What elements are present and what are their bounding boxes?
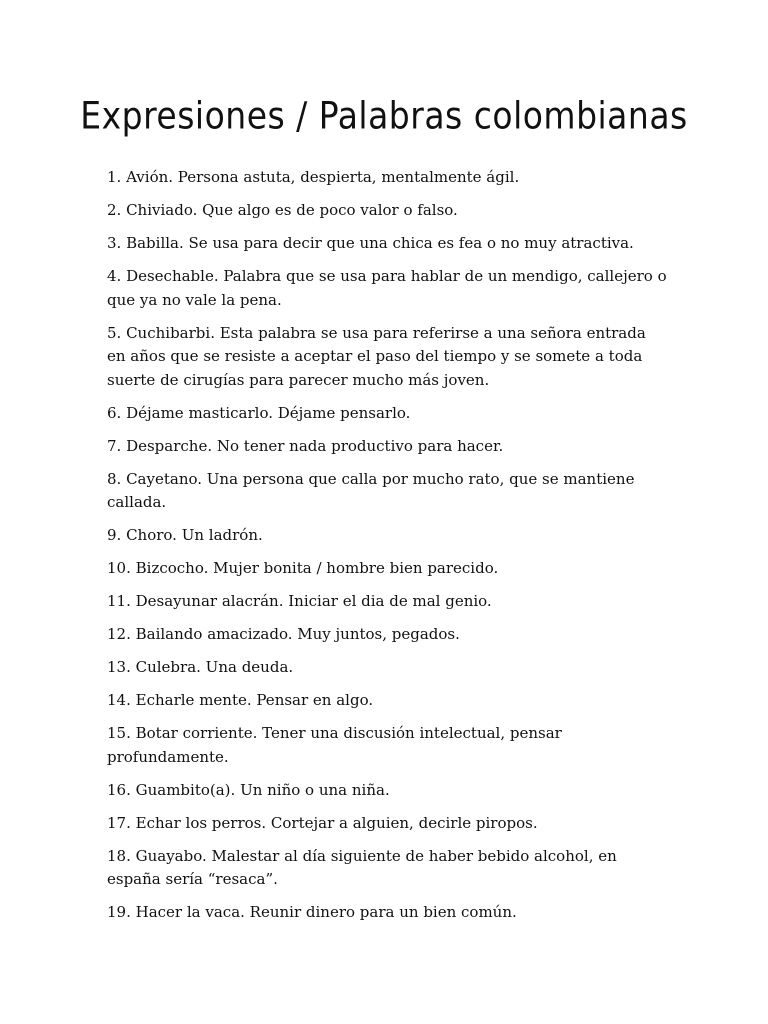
list-item: 6. Déjame masticarlo. Déjame pensarlo. <box>107 403 411 422</box>
list-item: 15. Botar corriente. Tener una discusión intelectual, pensar profundamente. <box>107 724 562 766</box>
list-item: 2. Chiviado. Que algo es de poco valor o falso. <box>107 201 458 219</box>
list-item: 7. Desparche. No tener nada productivo para hacer. <box>107 436 504 455</box>
list-item: 5. Cuchibarbi. Esta palabra se usa para referirse a una señora entrada en años que se resiste a aceptar el paso del tiempo y se somete a toda suerte de cirugías para parecer mucho más joven. <box>107 323 646 389</box>
page-title: Expresiones / Palabras colombianas <box>80 94 688 138</box>
list-item: 1. Avión. Persona astuta, despierta, mentalmente ágil. <box>107 168 520 186</box>
list-item: 3. Babilla. Se usa para decir que una chica es fea o no muy atractiva. <box>107 234 634 252</box>
list-item: 17. Echar los perros. Cortejar a alguien, decirle piropos. <box>107 813 538 832</box>
list-item: 14. Echarle mente. Pensar en algo. <box>107 691 374 709</box>
list-item: 10. Bizcocho. Mujer bonita / hombre bien parecido. <box>107 559 499 577</box>
list-item: 8. Cayetano. Una persona que calla por mucho rato, que se mantiene callada. <box>107 469 635 511</box>
expressions-list <box>107 166 667 934</box>
list-item: 12. Bailando amacizado. Muy juntos, pegados. <box>107 625 460 643</box>
list-item: 19. Hacer la vaca. Reunir dinero para un bien común. <box>107 903 517 921</box>
list-item: 9. Choro. Un ladrón. <box>107 526 263 544</box>
list-item: 13. Culebra. Una deuda. <box>107 658 294 676</box>
list-item: 11. Desayunar alacrán. Iniciar el dia de mal genio. <box>107 592 492 610</box>
list-item: 16. Guambito(a). Un niño o una niña. <box>107 780 390 799</box>
list-item: 18. Guayabo. Malestar al día siguiente de haber bebido alcohol, en españa sería “resaca”. <box>107 846 617 888</box>
list-item: 4. Desechable. Palabra que se usa para hablar de un mendigo, callejero o que ya no vale la pena. <box>107 267 667 309</box>
